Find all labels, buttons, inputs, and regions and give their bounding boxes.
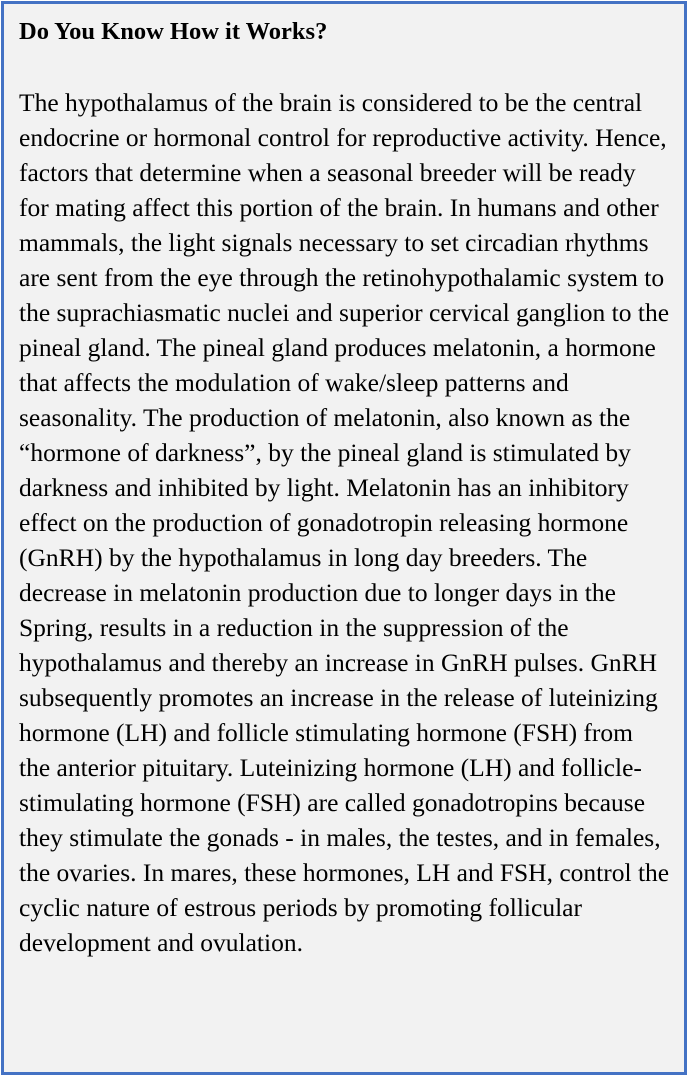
callout-title: Do You Know How it Works? bbox=[19, 18, 328, 45]
callout-body-paragraph: The hypothalamus of the brain is considered to be the central endocrine or hormonal control for reproductive activity. Hence, factors that determine when a seasonal breeder will be ready for mating affect this portion of the brain. In humans and other mammals, the light signals necessary to set circadian rhythms are sent from the eye through the retinohypothalamic system to the suprachiasmatic nuclei and superior cervical ganglion to the pineal gland. The pineal gland produces melatonin, a hormone that affects the modulation of wake/sleep patterns and seasonality. The production of melatonin, also known as the “hormone of darkness”, by the pineal gland is stimulated by darkness and inhibited by light. Melatonin has an inhibitory effect on the production of gonadotropin releasing hormone (GnRH) by the hypothalamus in long day breeders. The decrease in melatonin production due to longer days in the Spring, results in a reduction in the suppression of the hypothalamus and thereby an increase in GnRH pulses. GnRH subsequently promotes an increase in the release of luteinizing hormone (LH) and follicle stimulating hormone (FSH) from the anterior pituitary. Luteinizing hormone (LH) and follicle-stimulating hormone (FSH) are called gonadotropins because they stimulate the gonads - in males, the testes, and in females, the ovaries. In mares, these hormones, LH and FSH, control the cyclic nature of estrous periods by promoting follicular development and ovulation. bbox=[19, 88, 670, 957]
info-callout-box bbox=[1, 1, 687, 1075]
